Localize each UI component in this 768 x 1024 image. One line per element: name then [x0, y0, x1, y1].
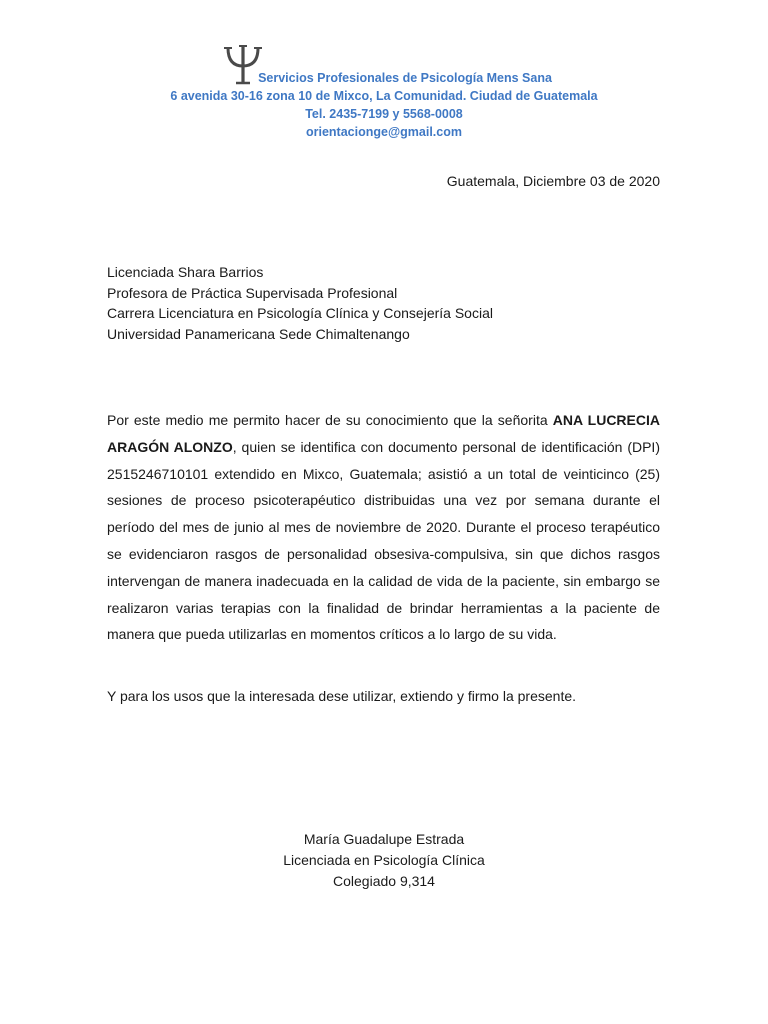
organization-email[interactable]: orientacionge@gmail.com [306, 125, 462, 139]
closing-sentence: Y para los usos que la interesada dese utilizar, extiendo y firmo la presente. [107, 688, 577, 704]
organization-phone: Tel. 2435-7199 y 5568-0008 [305, 107, 463, 121]
letter-body [107, 407, 660, 648]
recipient-program: Carrera Licenciatura en Psicología Clínica y Consejería Social [107, 305, 493, 321]
signer-registration: Colegiado 9,314 [333, 873, 435, 889]
body-intro: Por este medio me permito hacer de su conocimiento que la señorita [107, 412, 553, 428]
recipient-name: Licenciada Shara Barrios [107, 264, 264, 280]
body-rest: , quien se identifica con documento personal de identificación (DPI) 2515246710101 extendido en Mixco, Guatemala; asistió a un total de veinticinco (25) sesiones de proceso psicoterapéutico distribuidas una vez por semana durante el período del mes de junio al mes de noviembre de 2020. Durante el proceso terapéutico se evidenciaron rasgos de personalidad obsesiva-compulsiva, sin que dichos rasgos intervengan de manera inadecuada en la calidad de vida de la paciente, sin embargo se realizaron varias terapias con la finalidad de brindar herramientas a la paciente de manera que pueda utilizarlas en momentos críticos a lo largo de su vida. [107, 438, 660, 643]
letterhead [0, 42, 768, 141]
organization-name: Servicios Profesionales de Psicología Mens Sana [258, 71, 552, 85]
recipient-block [107, 262, 493, 344]
signer-name: María Guadalupe Estrada [303, 831, 465, 847]
signer-title: Licenciada en Psicología Clínica [283, 852, 485, 868]
student-name: ANA LUCRECIA ARAGÓN ALONZO [107, 412, 660, 455]
letter-date: Guatemala, Diciembre 03 de 2020 [446, 173, 660, 189]
organization-address: 6 avenida 30-16 zona 10 de Mixco, La Comunidad. Ciudad de Guatemala [170, 89, 598, 103]
recipient-title: Profesora de Práctica Supervisada Profesional [107, 284, 398, 301]
recipient-institution: Universidad Panamericana Sede Chimaltenango [107, 325, 410, 342]
signature-block [0, 829, 768, 892]
